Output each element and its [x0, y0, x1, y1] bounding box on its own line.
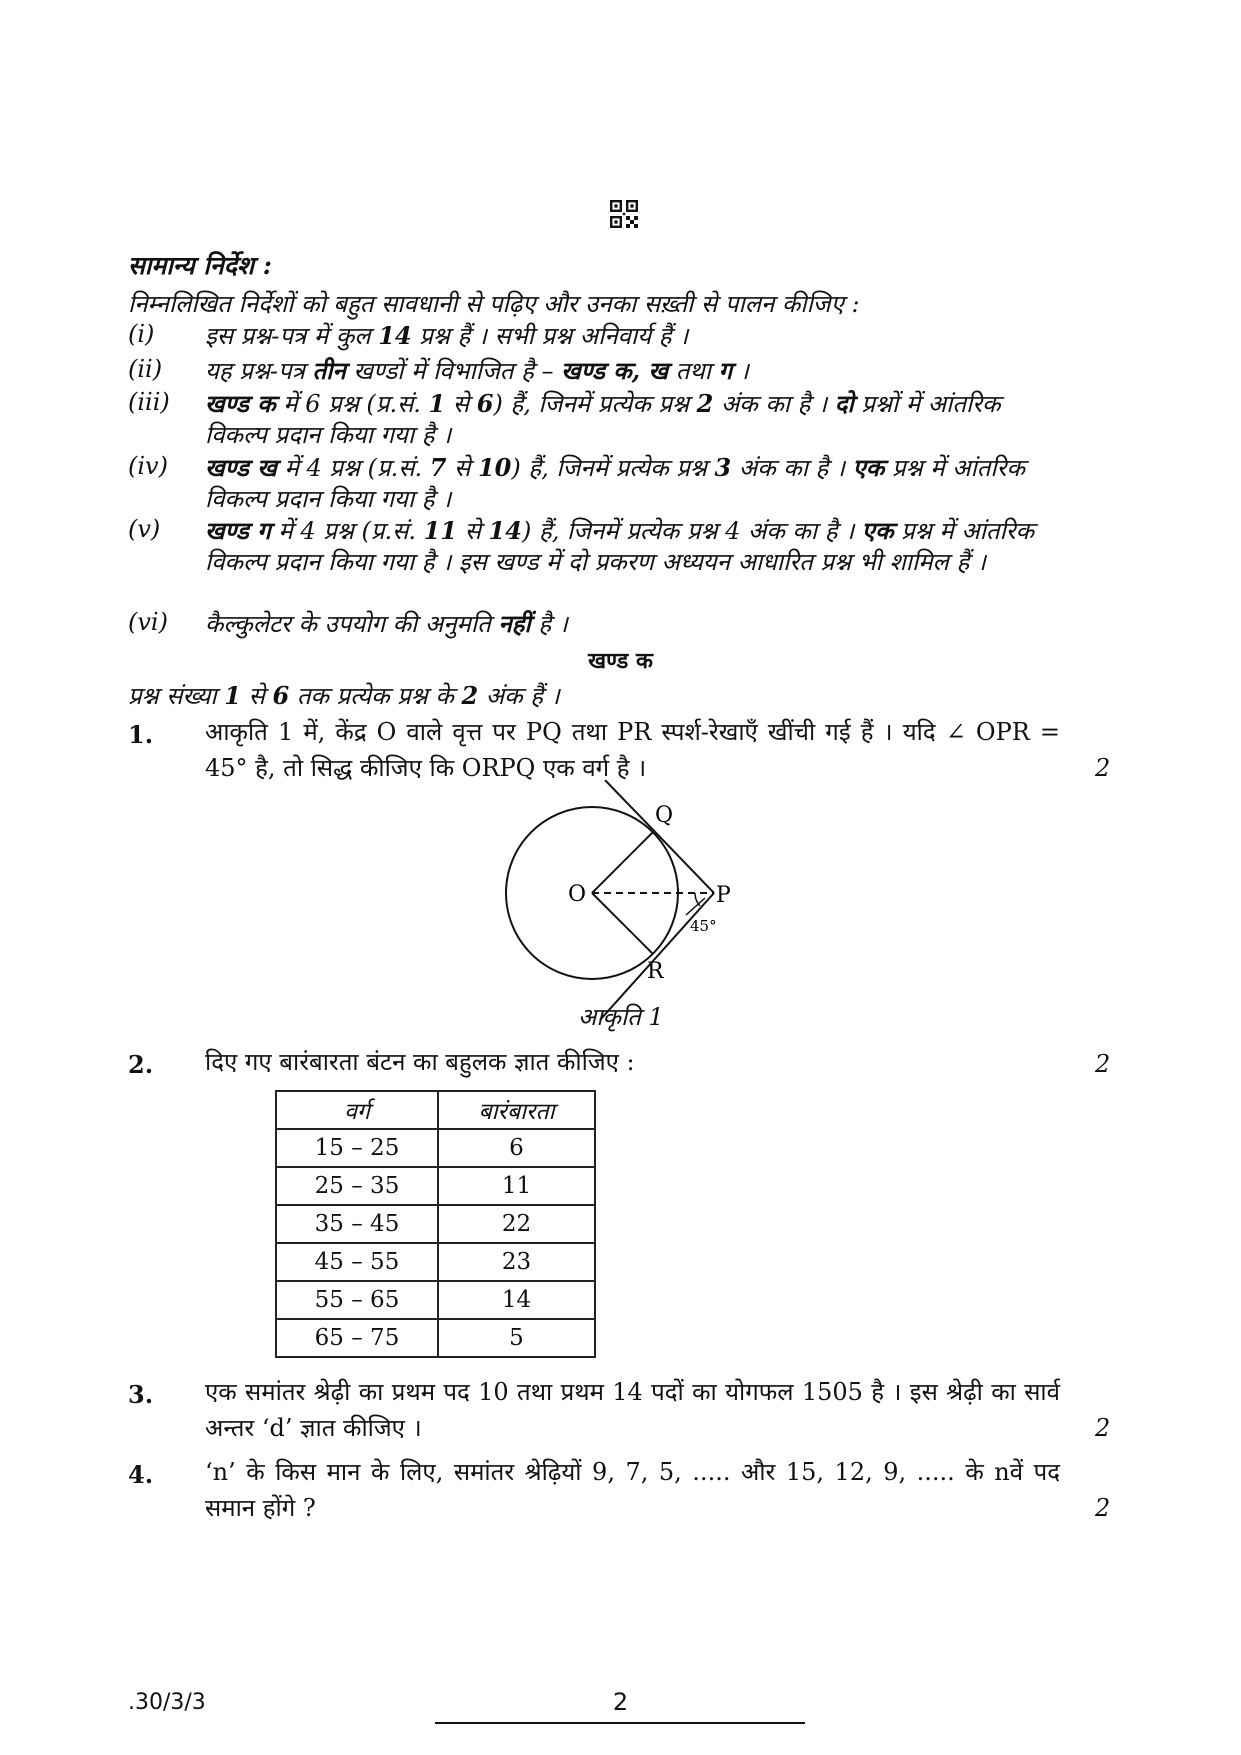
label-p: P — [716, 883, 731, 908]
frequency-table — [275, 1090, 596, 1358]
header-class: वर्ग — [276, 1091, 438, 1129]
instruction-num: (iv) — [128, 452, 168, 480]
instruction-num: (ii) — [128, 355, 163, 383]
label-o: O — [568, 882, 587, 907]
section-note: प्रश्न संख्या 1 से 6 तक प्रत्येक प्रश्न के 2 अंक हैं । — [128, 681, 560, 710]
instruction-item: खण्ड ख में 4 प्रश्न (प्र.सं. 7 से 10) हैं, जिनमें प्रत्येक प्रश्न 3 अंक का है । एक प्रश्न में आंतरिक विकल्प प्रदान किया गया है । — [205, 453, 1025, 513]
instruction-item: कैल्कुलेटर के उपयोग की अनुमति नहीं है । — [205, 609, 568, 638]
table-row — [276, 1319, 595, 1357]
instruction-item: यह प्रश्न-पत्र तीन खण्डों में विभाजित है – खण्ड क, ख तथा ग । — [205, 356, 749, 385]
question-number: 2. — [128, 1050, 154, 1079]
paper-code: .30/3/3 — [128, 1690, 206, 1715]
tangent-pq — [605, 780, 714, 893]
question-marks: 2 — [1095, 754, 1111, 782]
cell-frequency: 14 — [438, 1281, 595, 1319]
table-row — [276, 1167, 595, 1205]
footer-rule — [435, 1722, 805, 1724]
question-text: एक समांतर श्रेढ़ी का प्रथम पद 10 तथा प्रथम 14 पदों का योगफल 1505 है । इस श्रेढ़ी का सार्व अन्तर ‘d’ ज्ञात कीजिए । — [205, 1378, 1060, 1442]
question-number: 3. — [128, 1380, 154, 1409]
instruction-num: (vi) — [128, 608, 168, 636]
figure-caption: आकृति 1 — [578, 1003, 664, 1031]
radius-or — [592, 893, 653, 954]
cell-frequency: 11 — [438, 1167, 595, 1205]
question-text: ‘n’ के किस मान के लिए, समांतर श्रेढ़ियों 9, 7, 5, ..... और 15, 12, 9, ..... के nवें पद समान होंगे ? — [205, 1458, 1060, 1522]
question-number: 1. — [128, 720, 154, 749]
question-text: दिए गए बारंबारता बंटन का बहुलक ज्ञात कीजिए : — [205, 1048, 635, 1076]
radius-oq — [592, 832, 653, 893]
table-row — [276, 1243, 595, 1281]
table-row — [276, 1129, 595, 1167]
cell-frequency: 6 — [438, 1129, 595, 1167]
table-row — [276, 1281, 595, 1319]
cell-class: 65 – 75 — [276, 1319, 438, 1357]
question-number: 4. — [128, 1460, 154, 1489]
instruction-num: (v) — [128, 515, 161, 543]
cell-class: 55 – 65 — [276, 1281, 438, 1319]
instructions-heading: सामान्य निर्देश : — [128, 251, 272, 280]
header-frequency: बारंबारता — [438, 1091, 595, 1129]
label-r: R — [647, 959, 664, 984]
instruction-item: इस प्रश्न-पत्र में कुल 14 प्रश्न हैं । सभी प्रश्न अनिवार्य हैं । — [205, 321, 689, 350]
qr-code-icon — [610, 200, 638, 228]
section-title: खण्ड क — [588, 648, 653, 674]
cell-frequency: 23 — [438, 1243, 595, 1281]
label-q: Q — [655, 803, 674, 828]
page-number: 2 — [612, 1688, 629, 1716]
question-marks: 2 — [1095, 1050, 1111, 1078]
question-text: आकृति 1 में, केंद्र O वाले वृत्त पर PQ तथा PR स्पर्श-रेखाएँ खींची गई हैं । यदि ∠ OPR = 45° है, तो सिद्ध कीजिए कि ORPQ एक वर्ग है । — [205, 718, 1060, 782]
question-marks: 2 — [1095, 1414, 1111, 1442]
cell-frequency: 5 — [438, 1319, 595, 1357]
cell-class: 35 – 45 — [276, 1205, 438, 1243]
table-row — [276, 1205, 595, 1243]
instruction-item: खण्ड क में 6 प्रश्न (प्र.सं. 1 से 6) हैं, जिनमें प्रत्येक प्रश्न 2 अंक का है । दो प्रश्नों में आंतरिक विकल्प प्रदान किया गया है । — [205, 389, 1001, 449]
label-angle: 45° — [690, 917, 717, 935]
table-header-row — [276, 1091, 595, 1129]
question-marks: 2 — [1095, 1494, 1111, 1522]
cell-class: 15 – 25 — [276, 1129, 438, 1167]
cell-class: 45 – 55 — [276, 1243, 438, 1281]
cell-class: 25 – 35 — [276, 1167, 438, 1205]
instruction-num: (i) — [128, 320, 155, 348]
instruction-item: खण्ड ग में 4 प्रश्न (प्र.सं. 11 से 14) हैं, जिनमें प्रत्येक प्रश्न 4 अंक का है । एक प्रश्न में आंतरिक विकल्प प्रदान किया गया है । इस खण्ड में दो प्रकरण अध्ययन आधारित प्रश्न भी शामिल हैं । — [205, 516, 1035, 576]
instruction-num: (iii) — [128, 388, 170, 416]
instructions-intro: निम्नलिखित निर्देशों को बहुत सावधानी से पढ़िए और उनका सख़्ती से पालन कीजिए : — [128, 290, 860, 318]
cell-frequency: 22 — [438, 1205, 595, 1243]
